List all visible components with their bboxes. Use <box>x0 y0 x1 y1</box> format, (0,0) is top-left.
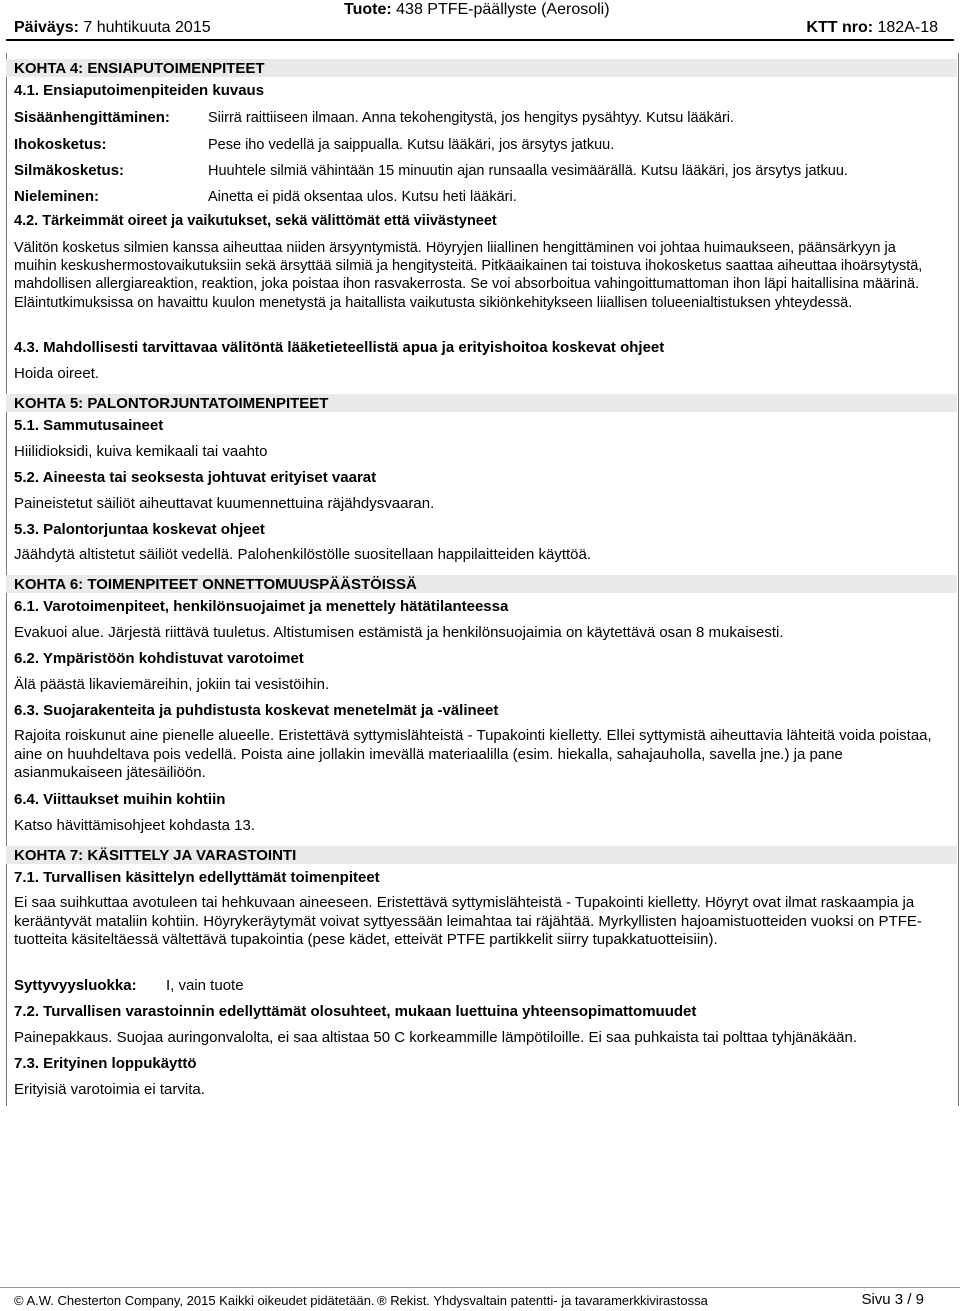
subsection-7-1-text: Ei saa suihkuttaa avotuleen tai hehkuvaan aineeseen. Eristettävä syttymislähteistä - Tupakointi kielletty. Höyryt ovat ilmat raskaampia ja kerääntyvät mataliin kohtiin. Höyrykeräytymät voivat syttyessään leimahtaa tai räjähtää. Myrkyllisten hajoamistuotteiden vuoksi on PTFE-tuotteita käsiteltäessä vältettävä tupakointia (pese kädet, etteivät PTFE partikkelit siirry tupakkatuotteisiin). <box>14 894 922 948</box>
first-aid-value-eyes: Huuhtele silmiä vähintään 15 minuutin ajan runsaalla vesimäärällä. Kutsu lääkäri, jos ärsytys jatkuu. <box>208 163 848 179</box>
subsection-6-1-text: Evakuoi alue. Järjestä riittävä tuuletus. Altistumisen estämistä ja henkilönsuojaimia on käytettävä osan 8 mukaisesti. <box>14 624 784 641</box>
section-4-title: KOHTA 4: ENSIAPUTOIMENPITEET <box>14 60 265 77</box>
subsection-5-3: 5.3. Palontorjuntaa koskevat ohjeet <box>14 521 265 538</box>
flammability-class-label: Syttyvyysluokka: <box>14 977 137 994</box>
subsection-4-3: 4.3. Mahdollisesti tarvittavaa välitöntä lääketieteellistä apua ja erityishoitoa koskevat ohjeet <box>14 339 665 356</box>
subsection-7-2-text: Painepakkaus. Suojaa auringonvalolta, ei saa altistaa 50 C korkeammille lämpötiloille. Ei saa puhkaista tai polttaa tyhjänäkään. <box>14 1029 857 1046</box>
subsection-6-2: 6.2. Ympäristöön kohdistuvat varotoimet <box>14 650 304 667</box>
subsection-4-2: 4.2. Tärkeimmät oireet ja vaikutukset, sekä välittömät että viivästyneet <box>14 213 497 229</box>
ktt-label: KTT nro: <box>806 19 874 36</box>
footer-page-number: Sivu 3 / 9 <box>861 1291 924 1308</box>
subsection-6-1: 6.1. Varotoimenpiteet, henkilönsuojaimet ja menettely hätätilanteessa <box>14 598 509 615</box>
section-7-title: KOHTA 7: KÄSITTELY JA VARASTOINTI <box>14 847 297 864</box>
header-divider <box>6 39 954 41</box>
subsection-5-3-text: Jäähdytä altistetut säiliöt vedellä. Palohenkilöstölle suositellaan happilaitteiden käyttöä. <box>14 546 592 563</box>
subsection-5-2: 5.2. Aineesta tai seoksesta johtuvat erityiset vaarat <box>14 469 377 486</box>
subsection-6-4: 6.4. Viittaukset muihin kohtiin <box>14 791 226 808</box>
subsection-7-3: 7.3. Erityinen loppukäyttö <box>14 1055 197 1072</box>
page-header <box>0 0 960 40</box>
first-aid-value-ingestion: Ainetta ei pidä oksentaa ulos. Kutsu heti lääkäri. <box>208 189 517 205</box>
section-5-title: KOHTA 5: PALONTORJUNTATOIMENPITEET <box>14 395 329 412</box>
date-label: Päiväys: <box>14 19 79 36</box>
subsection-4-2-text: Välitön kosketus silmien kanssa aiheuttaa niiden ärsyyntymistä. Höyryjen liiallinen hengittäminen voi johtaa huimaukseen, päänsärkyyn ja muihin keskushermostovaikutuksiin sekä ärsyttää silmiä ja hengitysteitä. Pitkäaikainen tai toistuva ihokosketus saattaa aiheuttaa ihoärsytystä, mahdollisen allergiareaktion, reaktion, joka poistaa ihon rasvakerrosta. Se voi absorboitua vahingoittumattoman ihon läpi haitallisina määrinä. Eläintutkimuksissa on havaittu kuulon menetystä ja haitallista vaikutusta sikiönkehitykseen liiallisen tolueenialtistuksen yhteydessä. <box>14 240 923 311</box>
section-6-title: KOHTA 6: TOIMENPITEET ONNETTOMUUSPÄÄSTÖISSÄ <box>14 576 417 593</box>
subsection-6-3: 6.3. Suojarakenteita ja puhdistusta koskevat menetelmät ja -välineet <box>14 702 499 719</box>
first-aid-key-ingestion: Nieleminen: <box>14 188 100 205</box>
ktt-line <box>806 19 938 37</box>
first-aid-value-skin: Pese iho vedellä ja saippualla. Kutsu lääkäri, jos ärsytys jatkuu. <box>208 137 615 153</box>
first-aid-key-inhalation: Sisäänhengittäminen: <box>14 109 170 126</box>
date-value: 7 huhtikuuta 2015 <box>83 19 211 36</box>
product-label: Tuote: <box>344 1 392 18</box>
subsection-6-2-text: Älä päästä likaviemäreihin, jokiin tai vesistöihin. <box>14 676 330 693</box>
subsection-4-1: 4.1. Ensiaputoimenpiteiden kuvaus <box>14 82 265 99</box>
subsection-5-2-text: Paineistetut säiliöt aiheuttavat kuumennettuina räjähdysvaaran. <box>14 495 435 512</box>
flammability-class-value: I, vain tuote <box>166 977 244 994</box>
first-aid-key-eyes: Silmäkosketus: <box>14 162 125 179</box>
first-aid-key-skin: Ihokosketus: <box>14 136 107 153</box>
footer-trademark: ® Rekist. Yhdysvaltain patentti- ja tavaramerkkivirastossa <box>377 1293 708 1308</box>
subsection-6-4-text: Katso hävittämisohjeet kohdasta 13. <box>14 817 255 834</box>
subsection-4-3-text: Hoida oireet. <box>14 365 100 382</box>
subsection-5-1: 5.1. Sammutusaineet <box>14 417 164 434</box>
subsection-7-3-text: Erityisiä varotoimia ei tarvita. <box>14 1081 205 1098</box>
ktt-value: 182A-18 <box>877 19 938 36</box>
subsection-5-1-text: Hiilidioksidi, kuiva kemikaali tai vaahto <box>14 443 268 460</box>
product-line <box>344 1 610 19</box>
subsection-7-1: 7.1. Turvallisen käsittelyn edellyttämät toimenpiteet <box>14 869 380 886</box>
subsection-7-2: 7.2. Turvallisen varastoinnin edellyttämät olosuhteet, mukaan luettuina yhteensopimattomuudet <box>14 1003 697 1020</box>
subsection-6-3-text: Rajoita roiskunut aine pienelle alueelle. Eristettävä syttymislähteistä - Tupakointi kielletty. Ellei syttymistä aiheuttavia lähteitä voida poistaa, aine on huuhdeltava pois vedellä. Poista aine jollakin imevällä materiaalilla (esim. hiekalla, sahajauholla, savella jne.) ja pane asianmukaiseen jätesäiliöön. <box>14 727 932 781</box>
product-value: 438 PTFE-päällyste (Aerosoli) <box>396 1 610 18</box>
date-line <box>14 19 211 37</box>
first-aid-value-inhalation: Siirrä raittiiseen ilmaan. Anna tekohengitystä, jos hengitys pysähtyy. Kutsu lääkäri. <box>208 110 735 126</box>
footer-copyright: © A.W. Chesterton Company, 2015 Kaikki oikeudet pidätetään. <box>14 1293 375 1308</box>
footer-divider <box>0 1287 960 1288</box>
